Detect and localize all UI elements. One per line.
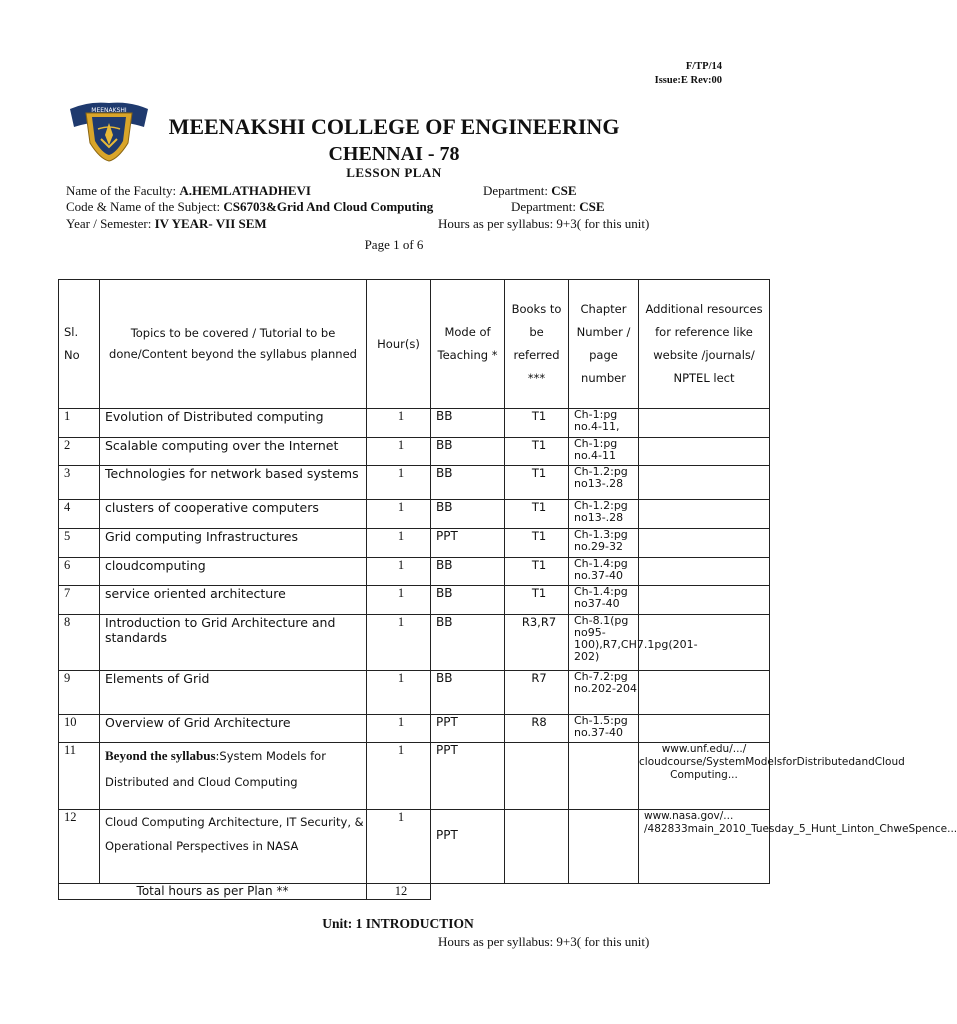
- department-line-2: [511, 199, 605, 215]
- unit-title: Unit: 1 INTRODUCTION: [322, 916, 474, 931]
- table-row: [59, 466, 770, 500]
- row-resource: [639, 466, 770, 500]
- row-hours: 1: [367, 466, 431, 500]
- year-label: Year / Semester:: [66, 216, 155, 231]
- row-books: T1: [505, 409, 569, 438]
- table-row: [59, 409, 770, 438]
- row-chapter: [569, 810, 639, 884]
- row-topic: [100, 810, 367, 884]
- row-sl-no: 7: [59, 586, 100, 615]
- row-topic: [100, 715, 367, 743]
- row-topic-text: :System Models for Distributed and Cloud Computing: [105, 749, 326, 789]
- table-row: [59, 438, 770, 466]
- subject-line: [66, 199, 433, 215]
- row-books: T1: [505, 466, 569, 500]
- table-row: [59, 586, 770, 615]
- row-mode: BB: [431, 500, 505, 529]
- row-topic-text: service oriented architecture: [105, 586, 286, 601]
- row-sl-no: 10: [59, 715, 100, 743]
- department-value: CSE: [551, 183, 577, 198]
- total-label: Total hours as per Plan **: [59, 884, 367, 900]
- header-chapter: Chapter Number / page number: [569, 280, 639, 409]
- row-books: R3,R7: [505, 615, 569, 671]
- row-topic-text: Cloud Computing Architecture, IT Security, & Operational Perspectives in NASA: [105, 815, 364, 853]
- header-books: Books to be referred ***: [505, 280, 569, 409]
- row-chapter: Ch-1.2:pg no13-.28: [569, 466, 639, 500]
- row-sl-no: 8: [59, 615, 100, 671]
- college-name: MEENAKSHI COLLEGE OF ENGINEERING: [168, 114, 620, 139]
- table-row: [59, 558, 770, 586]
- row-topic: [100, 466, 367, 500]
- table-row: [59, 743, 770, 810]
- row-topic-text: Elements of Grid: [105, 671, 210, 686]
- row-chapter: Ch-8.1(pg no95-100),R7,CH7.1pg(201-202): [569, 615, 639, 671]
- row-hours: 1: [367, 810, 431, 884]
- form-code-block: [655, 60, 722, 88]
- row-books: T1: [505, 438, 569, 466]
- row-chapter: Ch-1.2:pg no13-.28: [569, 500, 639, 529]
- row-chapter: Ch-7.2:pg no.202-204: [569, 671, 639, 715]
- row-resource: www.unf.edu/.../ cloudcourse/SystemModelsforDistributedandCloud Computing...: [639, 743, 770, 810]
- row-topic-text: Technologies for network based systems: [105, 466, 359, 481]
- row-topic: [100, 438, 367, 466]
- svg-text:MEENAKSHI: MEENAKSHI: [91, 107, 127, 114]
- header-mode: Mode of Teaching *: [431, 280, 505, 409]
- row-chapter: Ch-1:pg no.4-11: [569, 438, 639, 466]
- row-hours: 1: [367, 438, 431, 466]
- row-chapter: Ch-1.4:pg no37-40: [569, 586, 639, 615]
- row-books: [505, 743, 569, 810]
- row-mode: PPT: [431, 529, 505, 558]
- row-books: T1: [505, 529, 569, 558]
- department-label-2: Department:: [511, 199, 580, 214]
- row-resource: www.nasa.gov/... /482833main_2010_Tuesday_5_Hunt_Linton_ChweSpence...: [639, 810, 770, 884]
- row-mode: BB: [431, 558, 505, 586]
- row-resource: [639, 438, 770, 466]
- row-mode: BB: [431, 466, 505, 500]
- row-mode: BB: [431, 615, 505, 671]
- row-chapter: Ch-1.4:pg no.37-40: [569, 558, 639, 586]
- row-mode: BB: [431, 586, 505, 615]
- table-header-row: [59, 280, 770, 409]
- hours-syllabus: Hours as per syllabus: 9+3( for this unit): [438, 216, 650, 231]
- row-hours: 1: [367, 409, 431, 438]
- row-hours: 1: [367, 529, 431, 558]
- row-mode: BB: [431, 409, 505, 438]
- header-hours: Hour(s): [367, 280, 431, 409]
- row-chapter: Ch-1:pg no.4-11,: [569, 409, 639, 438]
- issue-revision: Issue:E Rev:00: [654, 75, 722, 86]
- row-topic: [100, 500, 367, 529]
- row-topic: [100, 558, 367, 586]
- row-resource: [639, 586, 770, 615]
- row-resource: [639, 671, 770, 715]
- table-row: [59, 529, 770, 558]
- row-resource: [639, 529, 770, 558]
- row-resource: [639, 500, 770, 529]
- row-chapter: Ch-1.5:pg no.37-40: [569, 715, 639, 743]
- row-hours: 1: [367, 715, 431, 743]
- department-value-2: CSE: [579, 199, 605, 214]
- college-city: CHENNAI - 78: [328, 143, 460, 165]
- row-topic-text: Introduction to Grid Architecture and standards: [105, 615, 336, 645]
- row-mode: PPT: [431, 810, 505, 884]
- beyond-syllabus-label: Beyond the syllabus: [105, 748, 216, 763]
- year-line: [66, 216, 267, 232]
- row-topic: [100, 586, 367, 615]
- table-row: [59, 500, 770, 529]
- row-sl-no: 9: [59, 671, 100, 715]
- subject-value: CS6703&Grid And Cloud Computing: [223, 199, 434, 214]
- page-number: Page 1 of 6: [364, 237, 424, 252]
- row-resource: [639, 558, 770, 586]
- row-sl-no: 1: [59, 409, 100, 438]
- department-label: Department:: [483, 183, 552, 198]
- row-mode: PPT: [431, 743, 505, 810]
- row-sl-no: 5: [59, 529, 100, 558]
- row-sl-no: 12: [59, 810, 100, 884]
- lesson-plan-table: [58, 279, 957, 900]
- row-books: R8: [505, 715, 569, 743]
- row-resource: [639, 715, 770, 743]
- row-sl-no: 11: [59, 743, 100, 810]
- department-line: [483, 183, 577, 199]
- footer-hours-syllabus: Hours as per syllabus: 9+3( for this unit): [438, 934, 650, 949]
- row-books: R7: [505, 671, 569, 715]
- row-hours: 1: [367, 743, 431, 810]
- faculty-name: A.HEMLATHADHEVI: [179, 183, 311, 198]
- row-chapter: Ch-1.3:pg no.29-32: [569, 529, 639, 558]
- total-row: [59, 884, 770, 900]
- row-hours: 1: [367, 586, 431, 615]
- header-topics: Topics to be covered / Tutorial to be done/Content beyond the syllabus planned: [100, 280, 367, 409]
- form-code: F/TP/14: [685, 61, 722, 72]
- row-topic-text: Scalable computing over the Internet: [105, 438, 339, 453]
- row-books: T1: [505, 586, 569, 615]
- row-sl-no: 2: [59, 438, 100, 466]
- row-topic: [100, 615, 367, 671]
- row-sl-no: 3: [59, 466, 100, 500]
- row-topic: [100, 743, 367, 810]
- row-topic-text: Overview of Grid Architecture: [105, 715, 291, 730]
- row-hours: 1: [367, 500, 431, 529]
- table-row: [59, 810, 770, 884]
- row-sl-no: 4: [59, 500, 100, 529]
- faculty-line: [66, 183, 311, 199]
- row-topic-text: cloudcomputing: [105, 558, 206, 573]
- subject-label: Code & Name of the Subject:: [66, 199, 224, 214]
- total-row-blank: [431, 884, 770, 900]
- row-topic-text: Grid computing Infrastructures: [105, 529, 299, 544]
- row-sl-no: 6: [59, 558, 100, 586]
- row-books: [505, 810, 569, 884]
- table-row: [59, 671, 770, 715]
- row-topic-text: clusters of cooperative computers: [105, 500, 319, 515]
- row-mode: BB: [431, 671, 505, 715]
- row-topic-text: Evolution of Distributed computing: [105, 409, 324, 424]
- row-hours: 1: [367, 615, 431, 671]
- header-sl-no: Sl. No: [59, 280, 100, 409]
- row-resource: [639, 409, 770, 438]
- row-mode: PPT: [431, 715, 505, 743]
- row-chapter: [569, 743, 639, 810]
- row-mode: BB: [431, 438, 505, 466]
- total-hours: 12: [367, 884, 431, 900]
- row-topic: [100, 409, 367, 438]
- header-resources: Additional resources for reference like website /journals/ NPTEL lect: [639, 280, 770, 409]
- row-hours: 1: [367, 558, 431, 586]
- document-title: LESSON PLAN: [346, 165, 442, 180]
- row-books: T1: [505, 558, 569, 586]
- faculty-label: Name of the Faculty:: [66, 183, 180, 198]
- table-row: [59, 715, 770, 743]
- row-topic: [100, 529, 367, 558]
- row-books: T1: [505, 500, 569, 529]
- year-value: IV YEAR- VII SEM: [154, 216, 267, 231]
- row-topic: [100, 671, 367, 715]
- table-row: [59, 615, 770, 671]
- row-hours: 1: [367, 671, 431, 715]
- table-body: [59, 408, 957, 900]
